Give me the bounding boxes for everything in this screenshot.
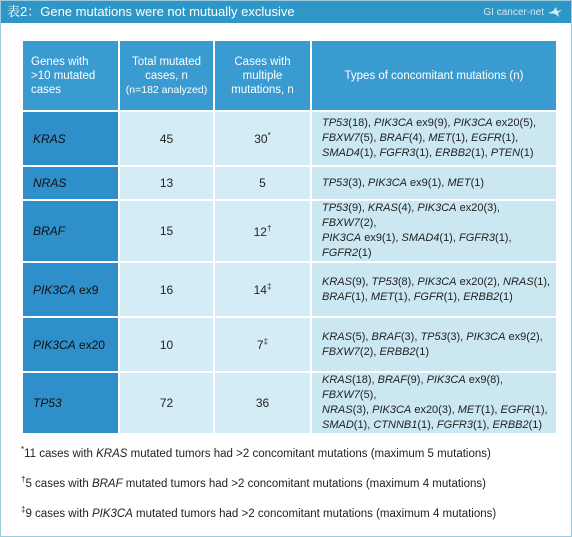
table-row bbox=[22, 111, 557, 166]
gene-cell bbox=[22, 262, 119, 317]
footnote: ‡9 cases with PIK3CA mutated tumors had >2 concomitant mutations (maximum 4 mutations) bbox=[21, 505, 497, 520]
table-row bbox=[22, 200, 557, 262]
brand bbox=[483, 6, 563, 18]
header-total: Total mutated cases, n (n=182 analyzed) bbox=[119, 40, 214, 111]
total-cell: 45 bbox=[119, 111, 214, 166]
total-cell: 15 bbox=[119, 200, 214, 262]
types-line: SMAD4(1), FGFR3(1), ERBB2(1), PTEN(1) bbox=[322, 147, 534, 159]
types-cell bbox=[311, 200, 557, 262]
multiple-cell: 36 bbox=[214, 372, 311, 434]
title-bar bbox=[1, 1, 571, 23]
gene-name: KRAS bbox=[33, 131, 66, 146]
types-line: SMAD(1), CTNNB1(1), FGFR3(1), ERBB2(1) bbox=[322, 419, 543, 431]
types-line: BRAF(1), MET(1), FGFR(1), ERBB2(1) bbox=[322, 290, 513, 303]
gene-cell bbox=[22, 111, 119, 166]
header-multiple: Cases with multiple mutations, n bbox=[214, 40, 311, 111]
gene-cell bbox=[22, 372, 119, 434]
mutation-table-wrapper bbox=[21, 39, 556, 431]
types-line: KRAS(9), TP53(8), PIK3CA ex20(2), NRAS(1), bbox=[322, 275, 551, 288]
brand-name: GI cancer-net bbox=[483, 6, 544, 18]
gene-cell bbox=[22, 166, 119, 200]
multiple-cell: 7‡ bbox=[214, 317, 311, 372]
footnote-mark: ‡ bbox=[263, 337, 269, 346]
types-line: FBXW7(5), BRAF(4), MET(1), EGFR(1), bbox=[322, 132, 519, 144]
types-line: KRAS(18), BRAF(9), PIK3CA ex9(8), FBXW7(5), bbox=[322, 374, 503, 401]
types-cell bbox=[311, 166, 557, 200]
multiple-cell: 30* bbox=[214, 111, 311, 166]
types-line: PIK3CA ex9(1), SMAD4(1), FGFR3(1), FGFR2(1) bbox=[322, 232, 512, 259]
header-genes: Genes with >10 mutated cases bbox=[22, 40, 119, 111]
gene-name: TP53 bbox=[33, 396, 62, 410]
footnote: *11 cases with KRAS mutated tumors had >2 concomitant mutations (maximum 5 mutations) bbox=[21, 445, 491, 460]
footnote: †5 cases with BRAF mutated tumors had >2 concomitant mutations (maximum 4 mutations) bbox=[21, 475, 486, 490]
types-cell bbox=[311, 317, 557, 372]
header-types: Types of concomitant mutations (n) bbox=[311, 40, 557, 111]
figure-title: 表2：Gene mutations were not mutually exclusive bbox=[7, 4, 295, 19]
footnote-mark: * bbox=[267, 131, 271, 140]
multiple-cell: 5 bbox=[214, 166, 311, 200]
mutation-table bbox=[21, 39, 558, 435]
types-line: TP53(18), PIK3CA ex9(9), PIK3CA ex20(5), bbox=[322, 117, 537, 129]
table-row bbox=[22, 262, 557, 317]
gene-name: PIK3CA bbox=[33, 282, 76, 297]
multiple-cell: 12† bbox=[214, 200, 311, 262]
table-header-row bbox=[22, 40, 557, 111]
gene-cell bbox=[22, 317, 119, 372]
table-row bbox=[22, 372, 557, 434]
total-cell: 72 bbox=[119, 372, 214, 434]
types-line: FBXW7(2), ERBB2(1) bbox=[322, 345, 429, 358]
types-cell bbox=[311, 372, 557, 434]
table-row bbox=[22, 317, 557, 372]
total-cell: 13 bbox=[119, 166, 214, 200]
footnote-mark: ‡ bbox=[266, 282, 272, 291]
multiple-cell: 14‡ bbox=[214, 262, 311, 317]
types-line: TP53(3), PIK3CA ex9(1), MET(1) bbox=[322, 176, 485, 189]
gene-cell bbox=[22, 200, 119, 262]
total-cell: 16 bbox=[119, 262, 214, 317]
gene-suffix: ex9 bbox=[75, 282, 99, 297]
bird-logo-icon bbox=[547, 6, 563, 18]
types-line: KRAS(5), BRAF(3), TP53(3), PIK3CA ex9(2), bbox=[322, 330, 543, 343]
types-cell bbox=[311, 111, 557, 166]
gene-suffix: ex20 bbox=[75, 337, 106, 352]
types-line: NRAS(3), PIK3CA ex20(3), MET(1), EGFR(1), bbox=[322, 404, 548, 416]
table-row bbox=[22, 166, 557, 200]
types-line: TP53(9), KRAS(4), PIK3CA ex20(3), FBXW7(2), bbox=[322, 202, 500, 229]
total-cell: 10 bbox=[119, 317, 214, 372]
gene-name: BRAF bbox=[33, 224, 66, 238]
types-cell bbox=[311, 262, 557, 317]
gene-name: NRAS bbox=[33, 176, 67, 190]
footnote-mark: † bbox=[266, 223, 272, 233]
gene-name: PIK3CA bbox=[33, 337, 76, 352]
